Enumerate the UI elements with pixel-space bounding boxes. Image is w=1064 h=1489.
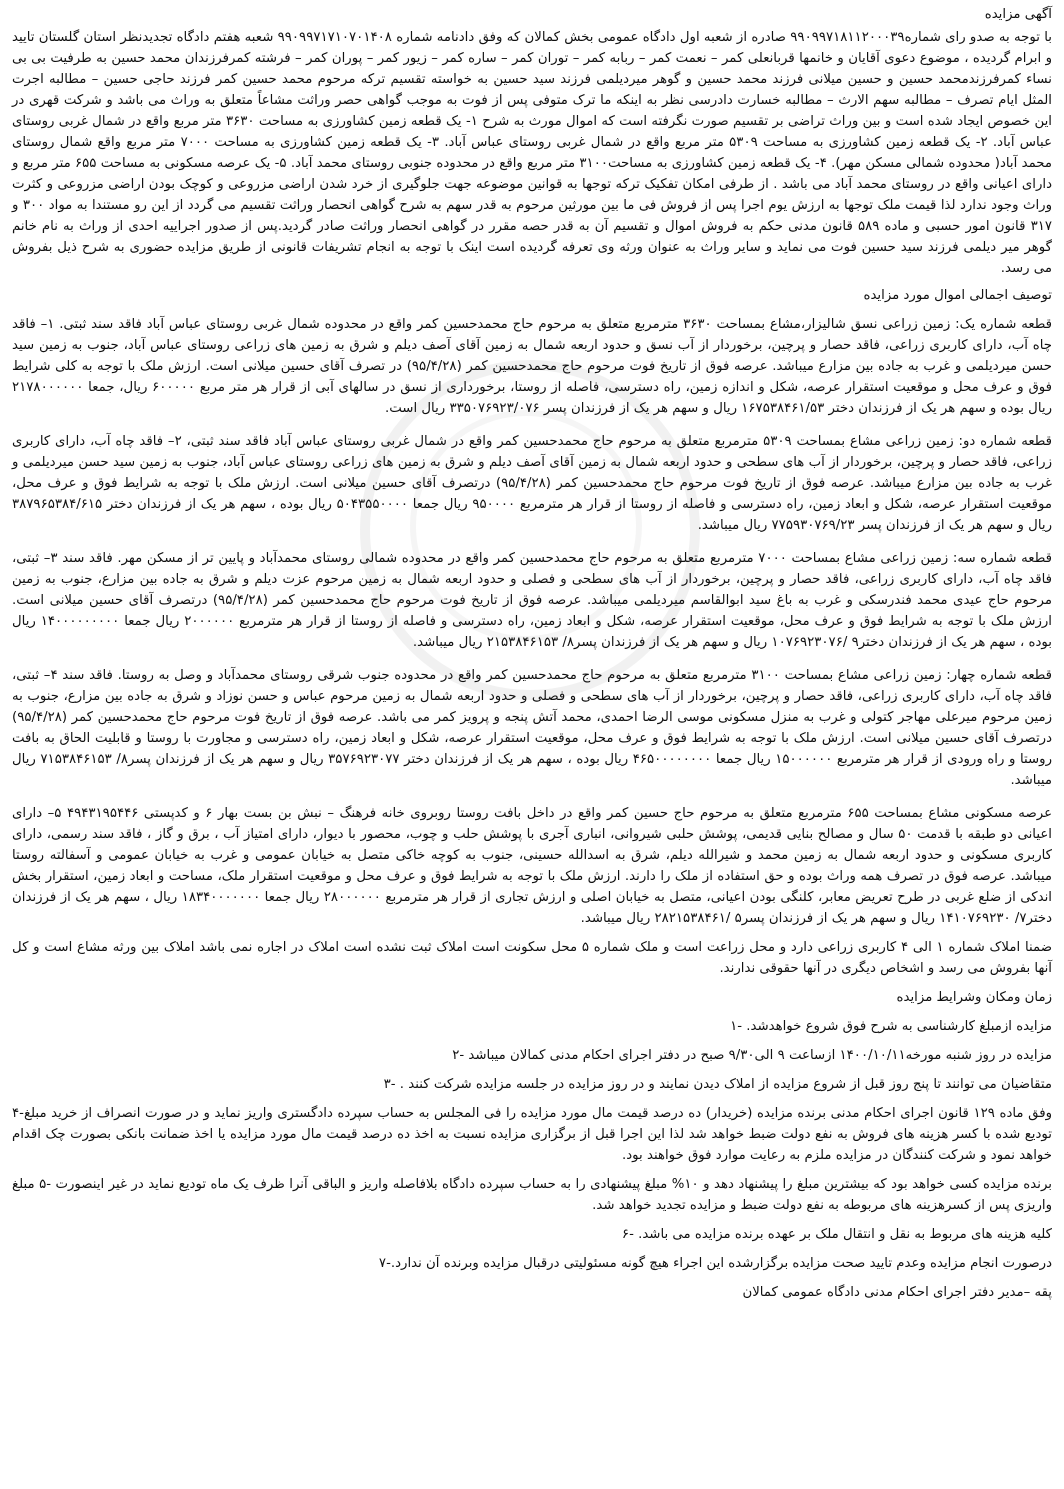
section-terms-title: زمان ومکان وشرایط مزایده <box>896 990 1052 1005</box>
term-6: کلیه هزینه های مربوط به نقل و انتقال ملک بر عهده برنده مزایده می باشد. -۶ <box>621 1227 1052 1242</box>
term-4: وفق ماده ۱۲۹ قانون اجرای احکام مدنی برنده مزایده (خریدار) ده درصد قیمت مال مورد مزایده را فی المجلس به حساب سپرده دادگستری واریز نماید و در صورت انصراف از خرید مبلغ-۴ تودیع شده با کسر هزینه های فروش به نفع دولت ضبط خواهد شد لذا این اجرا قبل از برگزاری مزایده نسبت به اخذ ده درصد قیمت مال مورد مزایده یا اخذ ضمانت بانکی بصورت چک اقدام خواهد نمود و شرکت کنندگان در مزایده ملزم به رعایت موارد فوق خواهند بود. <box>12 1106 1052 1163</box>
term-1: مزایده ازمبلغ کارشناسی به شرح فوق شروع خواهدشد. -۱ <box>730 1019 1052 1034</box>
intro-paragraph: با توجه به صدو رای شماره۹۹۰۹۹۷۱۸۱۱۲۰۰۰۳۹ صادره از شعبه اول دادگاه عمومی بخش کمالان که وفق دادنامه شماره ۹۹۰۹۹۷۱۷۱۰۷۰۱۴۰۸ شعبه هفتم دادگاه تجدیدنظر استان گلستان تایید و ابرام گردیده ، موضوع دعوی آقایان و خانمها قربانعلی کمر – نعمت کمر – ربابه کمر – توران کمر – ساره کمر – زیور کمر – پوران کمر – فرشته کمرفرزندان محمد حسین به طرفیت بی بی نساء کمرفرزندمحمد حسین و حسین میلانی فرزند محمد حسین و گوهر میردیلمی فرزند سید حسین به خواسته تقسیم ترکه مرحوم محمد حسین کمر فرزند حاجی حسین – مطالبه اجرت المثل ایام تصرف – مطالبه سهم الارث – مطالبه خسارت دادرسی نظر به اینکه ما ترک متوفی پس از فوت به موجب گواهی حصر وراثت مشاعاً متعلق به وراث می باشد و شرکت قهری در این خصوص ایجاد شده است و بین وراث تراضی بر تقسیم صورت نگرفته است که اموال مورث به شرح ۱- یک قطعه زمین کشاورزی به مساحت ۳۶۳۰ متر مربع واقع در شمال غربی روستای عباس آباد. ۲- یک قطعه زمین کشاورزی به مساحت ۵۳۰۹ متر مربع واقع در شمال غربی روستای عباس آباد. ۳- یک قطعه زمین کشاورزی به مساحت ۷۰۰۰ متر مربع واقع شمال روستای محمد آباد( محدوده شمالی مسکن مهر). ۴- یک قطعه زمین کشاورزی به مساحت۳۱۰۰ متر مربع واقع در محدوده جنوبی روستای محمد آباد. ۵- یک عرصه مسکونی به مساحت ۶۵۵ متر مربع و دارای اعیانی واقع در روستای محمد آباد می باشد . از طرفی امکان تفکیک ترکه توجها به قوانین موضوعه جهت جلوگیری از خرد شدن اراضی مزروعی و کوچک بودن اراضی مزروعی و کثرت وراث وجود ندارد لذا قیمت ملک توجها به ارزش یوم اجرا پس از فروش فی ما بین مورثین مرحوم به قدر سهم به شرح گواهی انحصار وراثت تقسیم می گردد از این رو مستندا به مواد ۳۰۰ و ۳۱۷ قانون امور حسبی و ماده ۵۸۹ قانون مدنی حکم به فروش اموال و تقسیم آن به قدر حصه مقرر در گواهی انحصار وراثت صادر گردید.پس از صدور اجراییه احدی از وراث به نام خانم گوهر میر دیلمی فرزند سید حسین فوت می نماید و سایر وراث به عنوان ورثه وی تعرفه گردیده است اینک با توجه به انجام تشریفات قانونی از طریق مزایده حضوری به شرح ذیل بفروش می رسد. <box>12 30 1053 276</box>
item-5: عرصه مسکونی مشاع بمساحت ۶۵۵ مترمربع متعلق به مرحوم حاج حسین کمر واقع در داخل بافت روستا روبروی خانه فرهنگ – نبش بن بست بهار ۶ و کدپستی ۴۹۴۳۱۹۵۴۴۶ ۵– دارای اعیانی دو طبقه با قدمت ۵۰ سال و مصالح بنایی قدیمی، پوشش حلبی شیروانی، انباری آجری با پوشش حلب و چوب، محصور با دیوار، دارای امتیاز آب ، برق و گاز ، فاقد سند رسمی، دارای کاربری مسکونی و حدود اربعه شمال به زمین محمد و شیرالله دیلم، شرق به اسدالله حسینی، جنوب به کوچه خاکی متصل به خیابان عمومی و غرب به خیابان عمومی و آسفالته روستا میباشد. عرصه فوق در تصرف همه وراث بوده و حق استفاده از ملک را دارند. ارزش ملک با توجه به شرایط فوق و عرف محل و موقعیت استقرار ملک، مساحت و ابعاد زمین، استقرار بخش اندکی از ضلع غربی در طرح تعریض معابر، کلنگی بودن اعیانی، متصل به خیابان اصلی و ارزش تجاری از قرار هر مترمربع ۲۸۰۰۰۰۰۰ ریال جمعا ۱۸۳۴۰۰۰۰۰۰۰ ریال ، سهم هر یک از فرزندان دختر۷/ ۱۴۱۰۷۶۹۲۳۰ ریال و سهم هر یک از فرزندان پسر۵ /۲۸۲۱۵۳۸۴۶۱ ریال میباشد. <box>12 806 1053 926</box>
term-2: مزایده در روز شنبه مورخه۱۴۰۰/۱۰/۱۱ ازساعت ۹ الی۹/۳۰ صبح در دفتر اجرای احکام مدنی کمالان میباشد -۲ <box>452 1048 1052 1063</box>
term-3: متقاضیان می توانند تا پنج روز قبل از شروع مزایده از املاک دیدن نمایند و در روز مزایده در جلسه مزایده شرکت کنند . -۳ <box>383 1077 1052 1092</box>
ownership-note: ضمنا املاک شماره ۱ الی ۴ کاربری زراعی دارد و محل زراعت است و ملک شماره ۵ محل سکونت است املاک ثبت نشده است املاک در اجاره نمی باشد املاک بین ورثه مشاع است و کل آنها بفروش می رسد و اشخاص دیگری در آنها حقوقی ندارند. <box>12 940 1052 976</box>
page-title: آگهی مزایده <box>984 7 1052 22</box>
item-1: قطعه شماره یک: زمین زراعی نسق شالیزار،مشاع بمساحت ۳۶۳۰ مترمربع متعلق به مرحوم حاج محمدحسین کمر واقع در محدوده شمال غربی روستای عباس آباد فاقد سند ثبتی. ۱– فاقد چاه آب، دارای کاربری زراعی، فاقد حصار و پرچین، برخوردار از آب نسق و حدود اربعه شمال به زمین آقای آصف دیلم و شرق به زمین های زراعی روستای عباس آباد، جنوب به زمین سید حسن میردیلمی و غرب به جاده بین مزارع میباشد. عرصه فوق از تاریخ فوت مرحوم حاج محمدحسین کمر (۹۵/۴/۲۸) در تصرف آقای حسین میلانی است. ارزش ملک با توجه به کلی شرایط فوق و عرف محل و موقعیت استقرار عرصه، شکل و اندازه زمین، راه دسترسی، فاصله از روستا، برخورداری از نسق در سالهای آبی از قرار هر متر مربع ۶۰۰۰۰۰ ریال، جمعا ۲۱۷۸۰۰۰۰۰۰ ریال بوده و سهم هر یک از فرزندان دختر ۱۶۷۵۳۸۴۶۱/۵۳ ریال و سهم هر یک از فرزندان پسر ۳۳۵۰۷۶۹۲۳/۰۷۶ ریال است. <box>12 317 1053 416</box>
item-2: قطعه شماره دو: زمین زراعی مشاع بمساحت ۵۳۰۹ مترمربع متعلق به مرحوم حاج محمدحسین کمر واقع در شمال غربی روستای عباس آباد فاقد سند ثبتی، ۲– فاقد چاه آب، دارای کاربری زراعی، فاقد حصار و پرچین، برخوردار از آب های سطحی و حدود اربعه شمال به زمین آقای آصف دیلم و شرق به زمین های زراعی روستای عباس آباد، جنوب به زمین سید حسن میردیلمی و غرب به جاده بین مزارع میباشد. عرصه فوق از تاریخ فوت مرحوم حاج محمدحسین کمر (۹۵/۴/۲۸) درتصرف آقای حسین میلانی است. ارزش ملک با توجه به شرایط فوق و عرف محل، موقعیت استقرار عرصه، شکل و ابعاد زمین، راه دسترسی و فاصله از روستا از قرار هر مترمربع ۹۵۰۰۰۰ ریال جمعا ۵۰۴۳۵۵۰۰۰۰ ریال بوده ، سهم هر یک از فرزندان دختر ۳۸۷۹۶۵۳۸۴/۶۱۵ ریال و سهم هر یک از فرزندان پسر ۷۷۵۹۳۰۷۶۹/۲۳ ریال میباشد. <box>12 434 1053 533</box>
signature: پقه –مدیر دفتر اجرای احکام مدنی دادگاه عمومی کمالان <box>742 1285 1052 1300</box>
term-7: درصورت انجام مزایده وعدم تایید صحت مزایده برگزارشده این اجراء هیچ گونه مسئولیتی درقبال مزایده وبرنده آن ندارد.-۷ <box>378 1256 1052 1271</box>
item-3: قطعه شماره سه: زمین زراعی مشاع بمساحت ۷۰۰۰ مترمربع متعلق به مرحوم حاج محمدحسین کمر واقع در محدوده شمالی روستای محمدآباد و پایین تر از مسکن مهر. فاقد سند ۳– ثبتی، فاقد چاه آب، دارای کاربری زراعی، فاقد حصار و پرچین، برخوردار از آب های سطحی و فصلی و حدود اربعه شمال به زمین مرحوم عزت دیلم و شرق به جاده بین مزارع، جنوب به زمین مرحوم حاج عیدی محمد فندرسکی و غرب به باغ سید ابوالقاسم میردیلمی میباشد. عرصه فوق از تاریخ فوت مرحوم حاج محمدحسین کمر (۹۵/۴/۲۸) درتصرف آقای حسین میلانی است. ارزش ملک با توجه به شرایط فوق و عرف محل، موقعیت استقرار عرصه، شکل و ابعاد زمین، راه دسترسی و فاصله از روستا از قرار هر مترمربع ۲۰۰۰۰۰۰ ریال جمعا ۱۴۰۰۰۰۰۰۰۰۰ ریال بوده ، سهم هر یک از فرزندان دختر۹ /۱۰۷۶۹۲۳۰۷۶ ریال و سهم هر یک از فرزندان پسر۸/ ۲۱۵۳۸۴۶۱۵۳ ریال میباشد. <box>12 551 1052 650</box>
item-4: قطعه شماره چهار: زمین زراعی مشاع بمساحت ۳۱۰۰ مترمربع متعلق به مرحوم حاج محمدحسین کمر واقع در محدوده جنوب شرقی روستای محمدآباد و وصل به روستا. فاقد سند ۴– ثبتی، فاقد چاه آب، دارای کاربری زراعی، فاقد حصار و پرچین، برخوردار از آب های سطحی و فصلی و حدود اربعه شمال به زمین مرحوم عباس و حسن نوزاد و شرق به جاده بین مزارع، جنوب به زمین مرحوم میرعلی مهاجر کتولی و غرب به منزل مسکونی موسی الرضا احمدی، محمد آتش پنجه و پرویز کمر می باشد. عرصه فوق از تاریخ فوت مرحوم حاج محمدحسین کمر (۹۵/۴/۲۸) درتصرف آقای حسین میلانی است. ارزش ملک با توجه به شرایط فوق و عرف محل، موقعیت استقرار عرصه، شکل و ابعاد زمین، راه دسترسی و مجاورت با روستا و قابلیت الحاق به بافت روستا و راه ورودی از قرار هر مترمربع ۱۵۰۰۰۰۰۰ ریال جمعا ۴۶۵۰۰۰۰۰۰۰۰ ریال بوده ، سهم هر یک از فرزندان دختر ۳۵۷۶۹۲۳۰۷۷ ریال و سهم هر یک از فرزندان پسر۸/ ۷۱۵۳۸۴۶۱۵۳ ریال میباشد. <box>12 668 1052 788</box>
section-description-title: توصیف اجمالی اموال مورد مزایده <box>863 288 1052 303</box>
term-5: برنده مزایده کسی خواهد بود که بیشترین مبلغ را پیشنهاد دهد و ۱۰% مبلغ پیشنهادی را به حساب سپرده دادگاه بلافاصله واریز و الباقی آنرا ظرف یک ماه تودیع نماید در غیر اینصورت -۵ مبلغ واریزی پس از کسرهزینه های مربوطه به نفع دولت ضبط و مزایده تجدید خواهد شد. <box>12 1177 1052 1213</box>
